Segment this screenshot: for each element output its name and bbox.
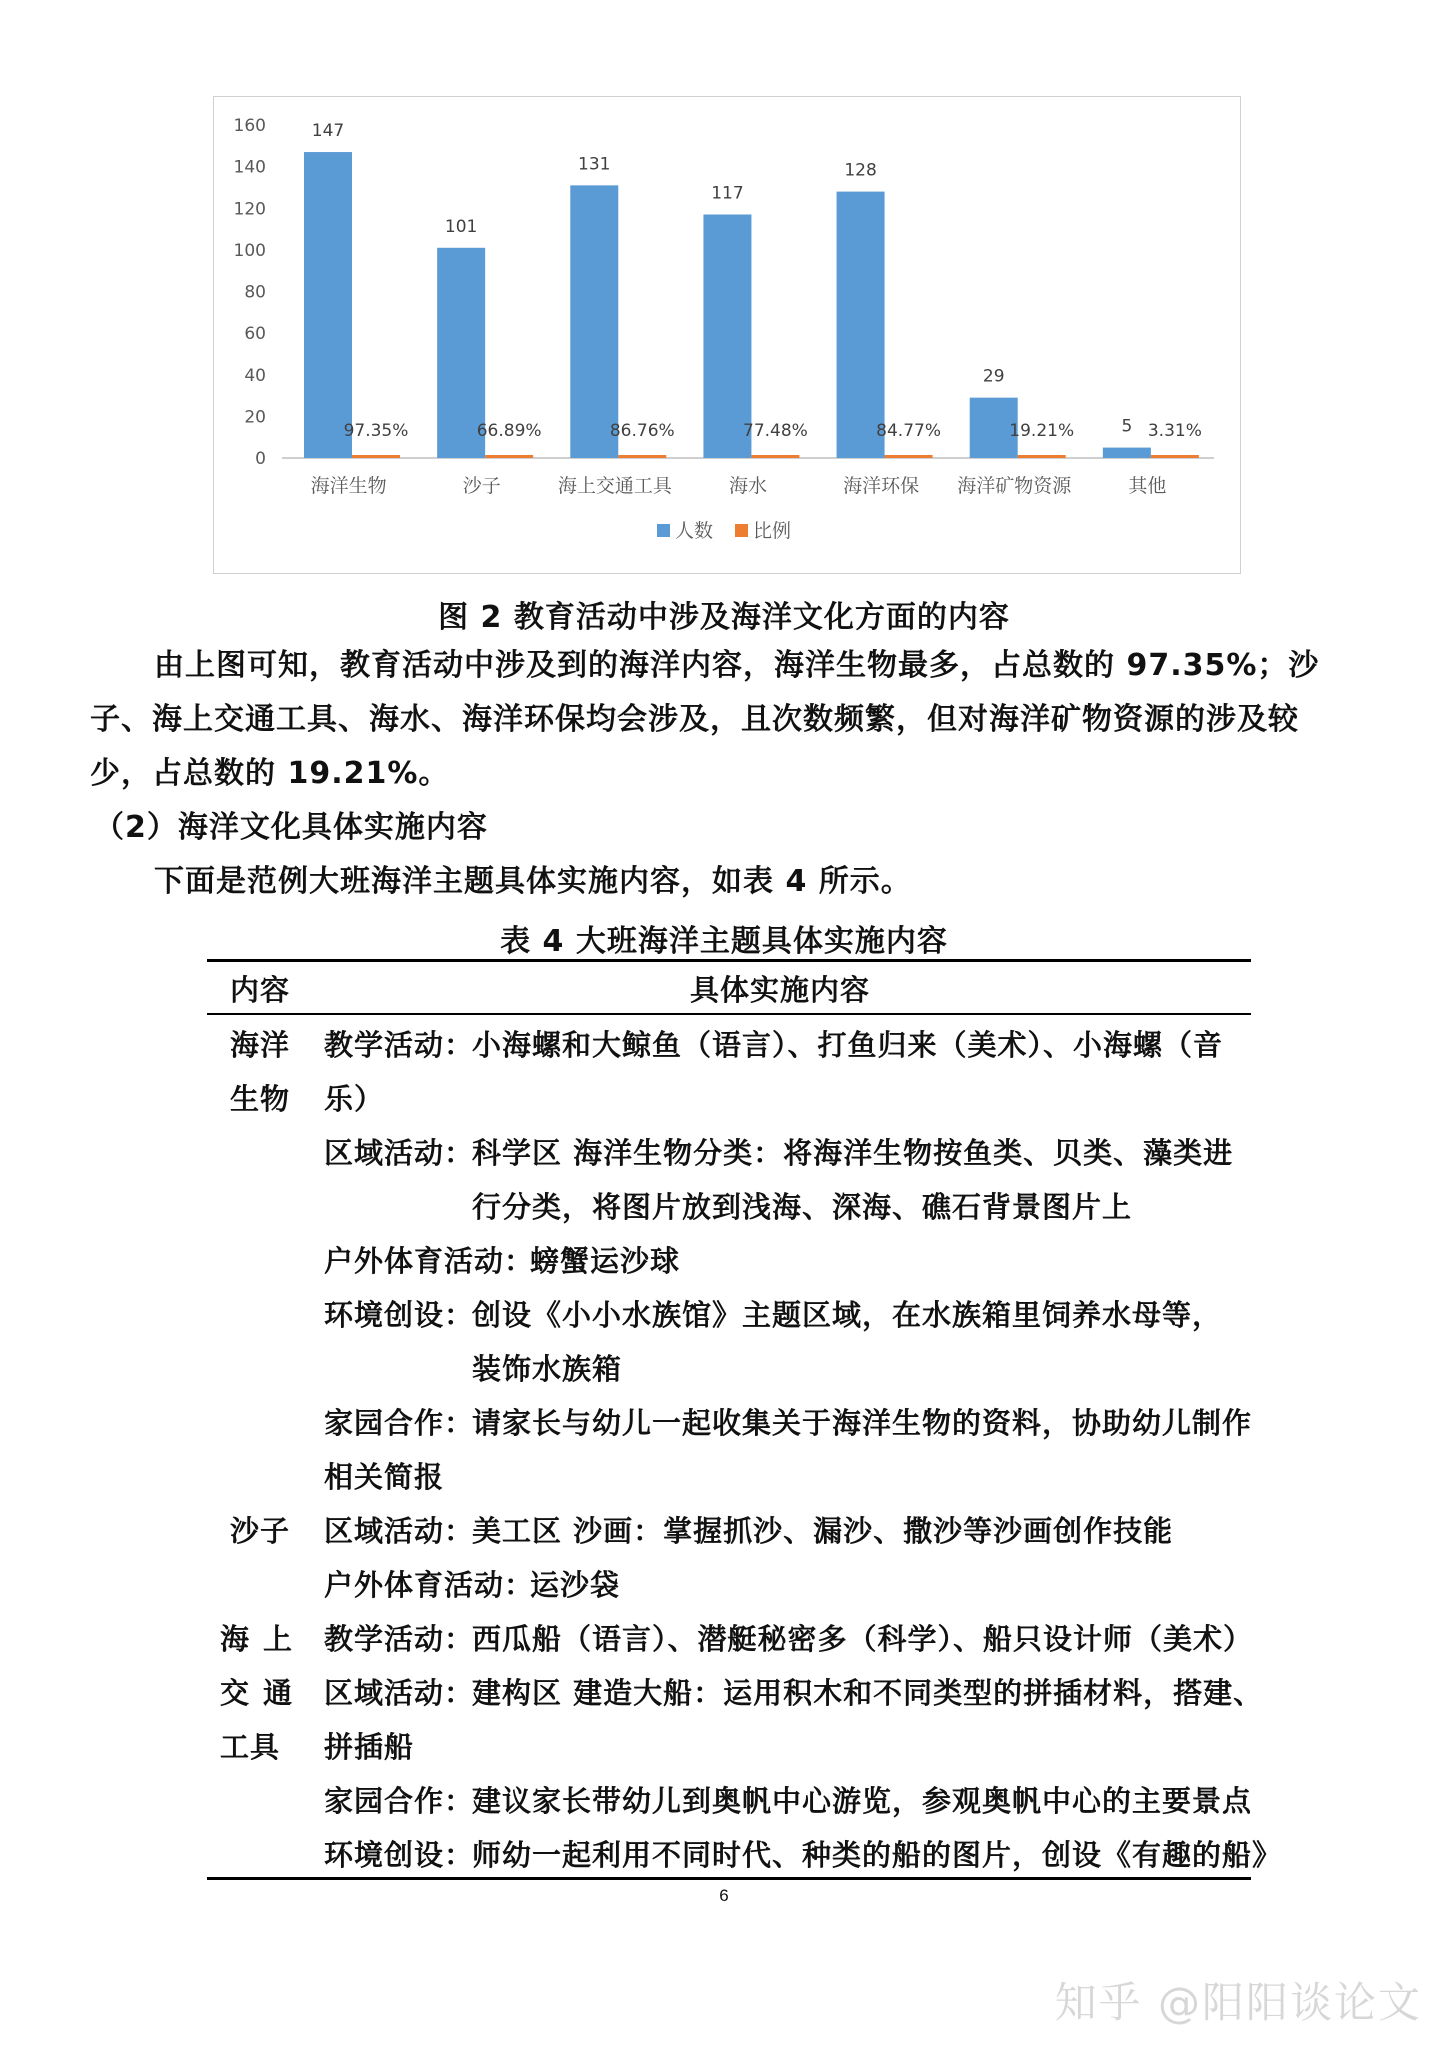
row-label: 环境创设：	[324, 1298, 475, 1332]
table-header-detail: 具体实施内容	[690, 973, 871, 1007]
ratio-data-label: 66.89%	[476, 421, 542, 441]
y-tick-label: 100	[233, 240, 266, 261]
bar-chart	[213, 96, 1241, 574]
ratio-data-label: 19.21%	[1009, 421, 1075, 441]
y-tick-label: 60	[244, 324, 266, 345]
row-content: 科学区 海洋生物分类：将海洋生物按鱼类、贝类、藻类进行分类，将图片放到浅海、深海、礁石背景图片上	[472, 1136, 1234, 1224]
row-label: 区域活动：	[324, 1136, 475, 1170]
section-heading: （2）海洋文化具体实施内容	[94, 810, 488, 845]
row-label: 区域活动：	[324, 1676, 475, 1710]
row-label: 区域活动：	[324, 1514, 475, 1548]
category-sea-transport-2: 交通	[220, 1676, 307, 1710]
bar-count	[304, 152, 352, 458]
count-data-label: 147	[311, 121, 345, 142]
y-tick-label: 160	[233, 116, 266, 136]
bar-ratio	[1018, 455, 1066, 458]
count-data-label: 128	[844, 160, 877, 181]
row-content: 创设《小小水族馆》主题区域，在水族箱里饲养水母等，装饰水族箱	[472, 1298, 1223, 1386]
bar-count	[837, 192, 885, 458]
legend-label: 人数	[675, 520, 714, 542]
row-content: 建构区 建造大船：运用积木和不同类型的拼插材料，搭建、	[472, 1676, 1264, 1710]
y-tick-label: 140	[233, 157, 266, 178]
category-sand: 沙子	[230, 1514, 291, 1548]
category-sea-transport-1: 海上	[220, 1622, 307, 1656]
bar-ratio	[485, 455, 533, 458]
bar-ratio	[1151, 455, 1199, 458]
table-top-rule	[207, 959, 1251, 962]
ratio-data-label: 97.35%	[343, 421, 409, 441]
row-content: 螃蟹运沙球	[530, 1244, 681, 1278]
row-content: 乐）	[324, 1082, 385, 1116]
table-caption: 表 4 大班海洋主题具体实施内容	[500, 924, 948, 959]
bar-ratio	[751, 455, 799, 458]
row-label: 教学活动：	[324, 1028, 475, 1062]
row-label: 户外体育活动：	[324, 1244, 535, 1278]
row-label: 教学活动：	[324, 1622, 475, 1656]
watermark: 知乎 @阳阳谈论文	[1054, 1978, 1422, 2027]
count-data-label: 5	[1121, 416, 1133, 437]
legend-swatch	[735, 524, 748, 537]
y-tick-label: 80	[244, 282, 266, 303]
row-content: 西瓜船（语言）、潜艇秘密多（科学）、船只设计师（美术）	[472, 1622, 1254, 1656]
y-tick-label: 20	[244, 407, 266, 428]
ratio-data-label: 77.48%	[743, 421, 808, 441]
row-label: 户外体育活动：	[324, 1568, 535, 1602]
intro-paragraph: 下面是范例大班海洋主题具体实施内容，如表 4 所示。	[154, 864, 912, 899]
figure-caption: 图 2 教育活动中涉及海洋文化方面的内容	[438, 600, 1010, 635]
y-tick-label: 0	[255, 449, 266, 469]
y-tick-label: 120	[233, 199, 266, 220]
count-data-label: 117	[711, 183, 744, 204]
row-label: 环境创设：	[324, 1838, 475, 1872]
count-data-label: 131	[578, 154, 611, 175]
page-number: 6	[719, 1886, 729, 1905]
row-content: 运沙袋	[530, 1568, 621, 1602]
analysis-paragraph: 由上图可知，教育活动中涉及到的海洋内容，海洋生物最多，占总数的 97.35%；沙子、海上交通工具、海水、海洋环保均会涉及，且次数频繁，但对海洋矿物资源的涉及较少，占总数的 19.21%。	[90, 648, 1320, 791]
bar-count	[1103, 448, 1151, 458]
x-category-label: 海洋环保	[843, 475, 920, 497]
row-content: 师幼一起利用不同时代、种类的船的图片，创设《有趣的船》	[472, 1838, 1283, 1872]
count-data-label: 29	[982, 366, 1005, 387]
bar-count	[570, 185, 618, 458]
ratio-data-label: 86.76%	[609, 421, 675, 441]
row-content: 小海螺和大鲸鱼（语言）、打鱼归来（美术）、小海螺（音	[472, 1028, 1224, 1062]
row-label: 家园合作：	[324, 1406, 475, 1440]
category-marine-life-1: 海洋	[230, 1028, 291, 1062]
count-data-label: 101	[444, 216, 478, 237]
ratio-data-label: 3.31%	[1147, 421, 1202, 441]
chart-svg	[214, 97, 1240, 573]
ratio-data-label: 84.77%	[876, 421, 941, 441]
bar-ratio	[352, 455, 400, 458]
x-category-label: 海洋矿物资源	[957, 475, 1072, 497]
row-content: 相关简报	[324, 1460, 445, 1494]
bar-ratio	[885, 455, 933, 458]
x-category-label: 沙子	[462, 475, 501, 497]
x-category-label: 其他	[1128, 475, 1167, 497]
table-header-content: 内容	[230, 973, 291, 1007]
category-sea-transport-3: 工具	[220, 1730, 281, 1764]
x-category-label: 海上交通工具	[557, 475, 672, 497]
bar-ratio	[618, 455, 666, 458]
row-content: 请家长与幼儿一起收集关于海洋生物的资料，协助幼儿制作	[472, 1406, 1253, 1440]
row-content: 拼插船	[324, 1730, 415, 1764]
row-content: 美工区 沙画：掌握抓沙、漏沙、撒沙等沙画创作技能	[472, 1514, 1174, 1548]
row-content: 建议家长带幼儿到奥帆中心游览，参观奥帆中心的主要景点	[472, 1784, 1253, 1818]
legend-label: 比例	[753, 520, 792, 542]
legend-swatch	[657, 524, 670, 537]
category-marine-life-2: 生物	[230, 1082, 291, 1116]
x-category-label: 海洋生物	[310, 475, 387, 497]
row-label: 家园合作：	[324, 1784, 475, 1818]
y-tick-label: 40	[244, 365, 266, 386]
x-category-label: 海水	[728, 475, 768, 497]
